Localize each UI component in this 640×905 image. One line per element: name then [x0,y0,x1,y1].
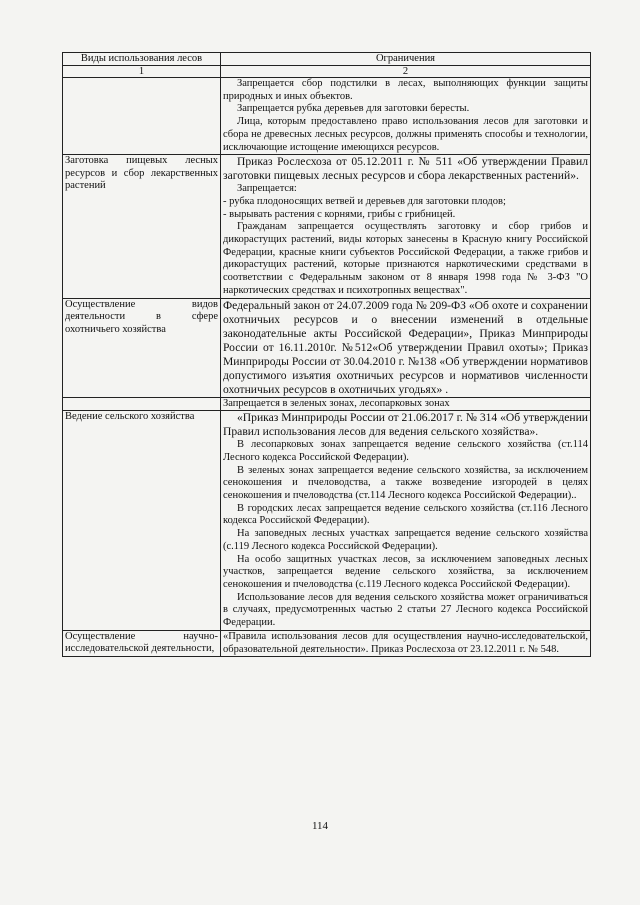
restriction-paragraph: В зеленых зонах запрещается ведение сельского хозяйства, за исключением сенокошения и пчеловодства, а также возведение изгородей в целях сенокошения и пчеловодства (ст.114 Лесного кодекса Российской Федерации).. [223,464,588,502]
restriction-paragraph: Федеральный закон от 24.07.2009 года № 209-ФЗ «Об охоте и сохранении охотничьих ресурсов и о внесении изменений в отдельные законодательные акты Российской Федерации», Приказ Минприроды России от 16.11.2010г. №512«Об утверждении Правил охоты»; Приказ Минприроды России от 30.04.2010 г. №138 «Об утверждении нормативов допустимого изъятия охотничьих ресурсов и нормативов численности охотничьих ресурсов в охотничьих угодьях» . [223,298,588,396]
restriction-paragraph: - вырывать растения с корнями, грибы с грибницей. [223,208,456,220]
restrictions-cell [221,630,591,656]
restriction-paragraph: В лесопарковых зонах запрещается ведение сельского хозяйства (ст.114 Лесного кодекса Российской Федерации). [223,439,588,463]
restriction-paragraph: В городских лесах запрещается ведение сельского хозяйства (ст.116 Лесного кодекса Российской Федерации). [223,502,588,527]
restrictions-table [62,52,591,657]
header-restrictions: Ограничения [221,53,591,66]
restriction-paragraph: - рубка плодоносящих ветвей и деревьев для заготовки плодов; [223,195,506,207]
restriction-paragraph: Запрещается: [237,183,297,195]
restrictions-cell [221,155,591,298]
restriction-paragraph: «Правила использования лесов для осуществления научно-исследовательской, образовательной деятельности». Приказ Рослесхоза от 23.12.2011 г. № 548. [223,630,588,655]
forest-use-type-cell: Осуществление видов деятельности в сфере охотничьего хозяйства [63,298,221,397]
forest-use-type-cell: Ведение сельского хозяйства [63,411,221,631]
forest-use-type-cell [63,78,221,155]
forest-use-type-cell: Заготовка пищевых лесных ресурсов и сбор лекарственных растений [63,155,221,298]
restrictions-cell [221,411,591,631]
restrictions-cell [221,78,591,155]
forest-use-type-cell: Осуществление научно-исследовательской деятельности, [63,630,221,656]
column-number-2: 2 [221,66,591,78]
restriction-paragraph: Использование лесов для ведения сельского хозяйства может ограничиваться в случаях, предусмотренных частью 2 статьи 27 Лесного кодекса Российской Федерации. [223,591,588,629]
table-row [63,298,591,397]
restriction-paragraph: Запрещается в зеленых зонах, лесопарковых зонах [223,397,450,409]
table-row [63,630,591,656]
table-row [63,155,591,298]
restriction-paragraph: Гражданам запрещается осуществлять заготовку и сбор грибов и дикорастущих растений, виды которых занесены в Красную книгу Российской Федерации, красные книги субъектов Российской Федерации, а также грибов и дикорастущих растений, которые признаются наркотическими средствами в соответствии с Федеральным законом от 8 января 1998 года № 3-ФЗ "О наркотических средствах и психотропных веществах". [223,221,588,296]
restriction-paragraph: Приказ Рослесхоза от 05.12.2011 г. № 511 «Об утверждении Правил заготовки пищевых лесных ресурсов и сбора лекарственных растений». [223,155,588,183]
restriction-paragraph: «Приказ Минприроды России от 21.06.2017 г. № 314 «Об утверждении Правил использования лесов для ведения сельского хозяйства». [223,411,588,439]
page-number: 114 [311,820,329,832]
restriction-paragraph: На заповедных лесных участках запрещается ведение сельского хозяйства (с.119 Лесного кодекса Российской Федерации). [223,528,588,552]
restriction-paragraph: На особо защитных участках лесов, за исключением заповедных лесных участков, запрещается ведение сельского хозяйства, за исключением сенокошения и пчеловодства (с.119 Лесного кодекса Российской Федерации). [223,553,588,590]
table-header-row [63,53,591,66]
header-forest-use-types: Виды использования лесов [63,53,221,66]
column-number-1: 1 [63,66,221,78]
restrictions-cell [221,298,591,397]
restriction-paragraph: Лица, которым предоставлено право использования лесов для заготовки и сбора не древесных лесных ресурсов, должны применять способы и технологии, исключающие истощение имеющихся ресурсов. [223,116,588,153]
table-row [63,397,591,411]
restriction-paragraph: Запрещается сбор подстилки в лесах, выполняющих функции защиты природных и иных объектов. [223,78,588,102]
restriction-paragraph: Запрещается рубка деревьев для заготовки бересты. [237,103,470,115]
table-number-row [63,66,591,78]
table-row [63,411,591,631]
table-row [63,78,591,155]
forest-use-type-cell [63,397,221,411]
restrictions-cell [221,397,591,411]
